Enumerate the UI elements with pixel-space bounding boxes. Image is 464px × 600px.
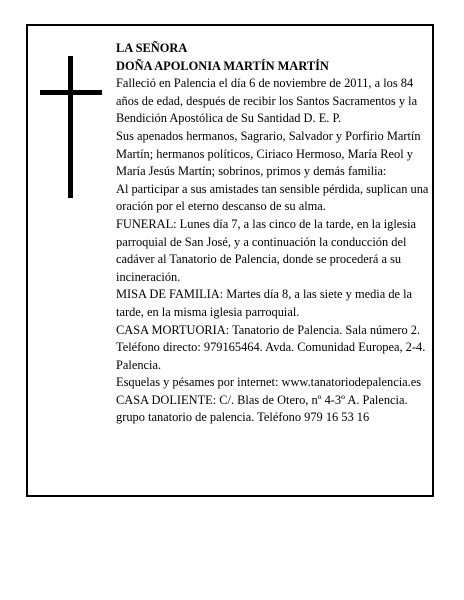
funeral-home-contact: grupo tanatorio de palencia. Teléfono 979 16 53 16: [116, 410, 370, 425]
funeral-info: FUNERAL: Lunes día 7, a las cinco de la tarde, en la iglesia parroquial de San José, y a continuación la conducción del cadáver al Tanatorio de Palencia, donde se procederá a su incineración.: [116, 216, 417, 284]
cross-horizontal-bar: [40, 90, 102, 95]
mortuary-info: CASA MORTUORIA: Tanatorio de Palencia. Sala número 2. Teléfono directo: 979165464. Avda. Comunidad Europea, 2-4. Palencia.: [116, 322, 426, 372]
mourning-house-info: CASA DOLIENTE: C/. Blas de Otero, nº 4-3º A. Palencia.: [116, 392, 408, 407]
obituary-text: [116, 40, 432, 427]
notice-title: LA SEÑORA: [116, 41, 188, 55]
prayer-request: Al participar a sus amistades tan sensible pérdida, suplican una oración por el eterno descanso de su alma.: [116, 181, 429, 214]
obituary-notice: [26, 24, 434, 497]
family-mass-info: MISA DE FAMILIA: Martes día 8, a las siete y media de la tarde, en la misma iglesia parroquial.: [116, 287, 413, 319]
deceased-name: DOÑA APOLONIA MARTÍN MARTÍN: [116, 58, 329, 73]
death-announcement: Falleció en Palencia el día 6 de noviembre de 2011, a los 84 años de edad, después de recibir los Santos Sacramentos y la Bendición Apostólica de Su Santidad D. E. P.: [116, 76, 418, 126]
cross-vertical-bar: [68, 56, 73, 198]
internet-condolences: Esquelas y pésames por internet: www.tanatoriodepalencia.es: [116, 375, 422, 390]
latin-cross-icon: [40, 56, 102, 198]
family-list: Sus apenados hermanos, Sagrario, Salvador y Porfirio Martín Martín; hermanos políticos, Ciriaco Hermoso, María Reol y María Jesús Martín; sobrinos, primos y demás familia:: [116, 128, 421, 179]
